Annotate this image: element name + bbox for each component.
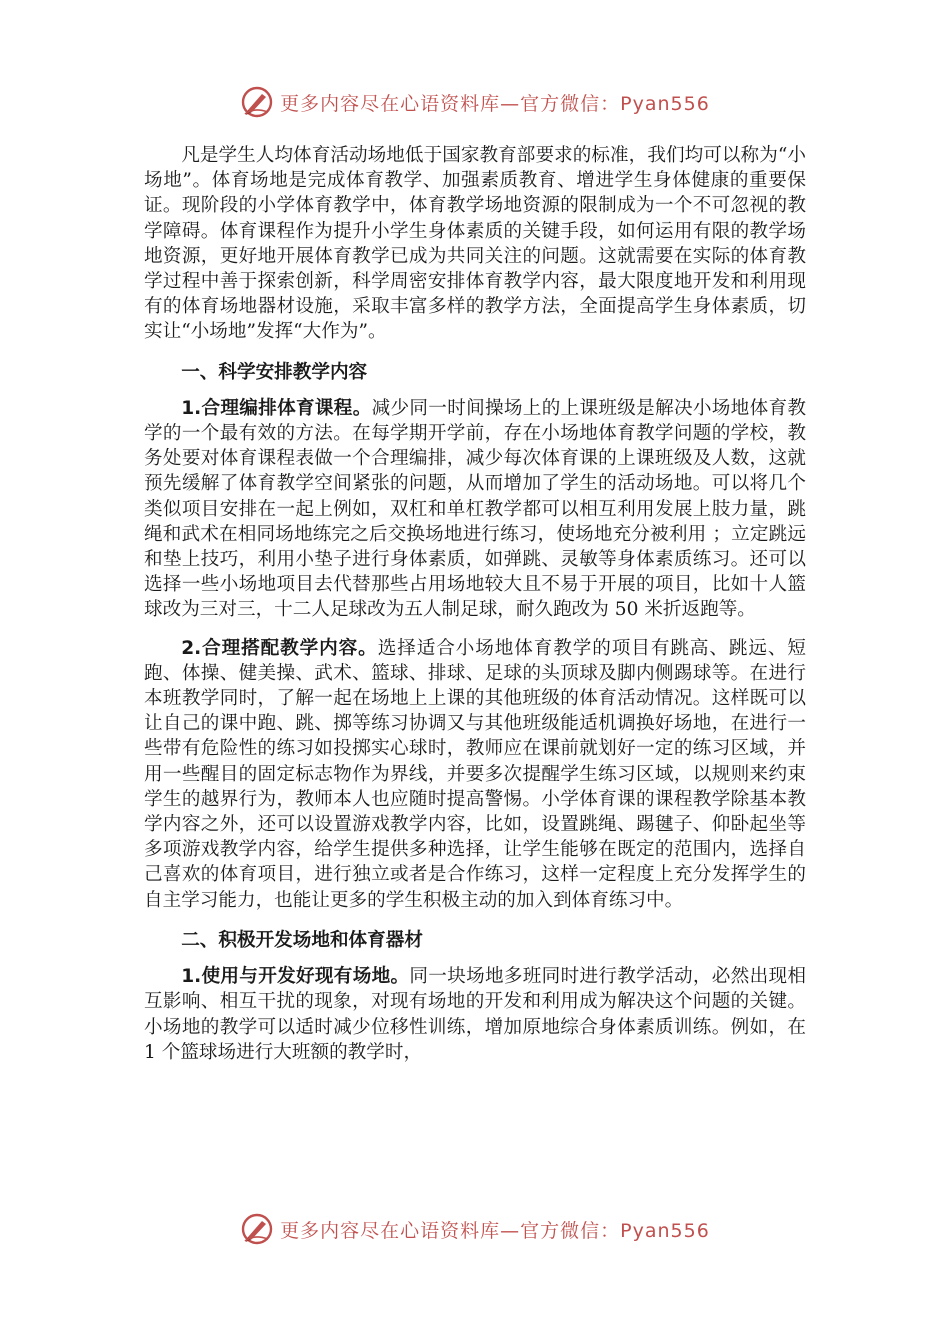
paragraph-2-1-body: 同一块场地多班同时进行教学活动，必然出现相互影响、相互干扰的现象，对现有场地的开发和利用成为解决这个问题的关键。小场地的教学可以适时减少位移性训练，增加原地综合身体素质训练。例如，在 1 个篮球场进行大班额的教学时，	[144, 966, 806, 1063]
paragraph-1-1-lead: 1.合理编排体育课程。	[181, 397, 372, 419]
paragraph-2-1	[144, 964, 806, 1065]
paragraph-1-2-body: 选择适合小场地体育教学的项目有跳高、跳远、短跑、体操、健美操、武术、篮球、排球、足球的头顶球及脚内侧踢球等。在进行本班教学同时，了解一起在场地上上课的其他班级的体育活动情况。这样既可以让自己的课中跑、跳、掷等练习协调又与其他班级能适机调换好场地，在进行一些带有危险性的练习如投掷实心球时，教师应在课前就划好一定的练习区域，并用一些醒目的固定标志物作为界线，并要多次提醒学生练习区域，以规则来约束学生的越界行为，教师本人也应随时提高警惕。小学体育课的课程教学除基本教学内容之外，还可以设置游戏教学内容，比如，设置跳绳、踢毽子、仰卧起坐等多项游戏教学内容，给学生提供多种选择，让学生能够在既定的范围内，选择自己喜欢的体育项目，进行独立或者是合作练习，这样一定程度上充分发挥学生的自主学习能力，也能让更多的学生积极主动的加入到体育练习中。	[144, 637, 806, 911]
header-banner	[0, 82, 950, 122]
section-heading-2: 二、积极开发场地和体育器材	[181, 929, 423, 951]
paragraph-1-1-body: 减少同一时间操场上的上课班级是解决小场地体育教学的一个最有效的方法。在每学期开学前，存在小场地体育教学问题的学校，教务处要对体育课程表做一个合理编排，减少每次体育课的上课班级及人数，这就预先缓解了体育教学空间紧张的问题，从而增加了学生的活动场地。可以将几个类似项目安排在一起上例如，双杠和单杠教学都可以相互利用发展上肢力量，跳绳和武术在相同场地练完之后交换场地进行练习，使场地充分被利用 ；立定跳远和垫上技巧，利用小垫子进行身体素质，如弹跳、灵敏等身体素质练习。还可以选择一些小场地项目去代替那些占用场地较大且不易于开展的项目，比如十人篮球改为三对三，十二人足球改为五人制足球，耐久跑改为 50 米折返跑等。	[144, 397, 806, 621]
paragraph-2-1-lead: 1.使用与开发好现有场地。	[181, 966, 410, 988]
paragraph-1-1	[144, 396, 806, 623]
section-heading-1: 一、科学安排教学内容	[181, 361, 368, 383]
paragraph-1-2	[144, 636, 806, 913]
footer-banner-text: 更多内容尽在心语资料库—官方微信：Pyan556	[280, 1219, 710, 1242]
header-banner-text: 更多内容尽在心语资料库—官方微信：Pyan556	[280, 92, 710, 115]
pen-logo-icon	[240, 1212, 274, 1246]
document-body	[144, 143, 806, 1065]
pen-logo-icon	[240, 85, 274, 119]
intro-paragraph: 凡是学生人均体育活动场地低于国家教育部要求的标准，我们均可以称为“小场地”。体育场地是完成体育教学、加强素质教育、增进学生身体健康的重要保证。现阶段的小学体育教学中，体育教学场地资源的限制成为一个不可忽视的教学障碍。体育课程作为提升小学生身体素质的关键手段，如何运用有限的教学场地资源，更好地开展体育教学已成为共同关注的问题。这就需要在实际的体育教学过程中善于探索创新，科学周密安排体育教学内容，最大限度地开发和利用现有的体育场地器材设施，采取丰富多样的教学方法，全面提高学生身体素质，切实让“小场地”发挥“大作为”。	[144, 145, 806, 343]
footer-banner	[0, 1209, 950, 1249]
paragraph-1-2-lead: 2.合理搭配教学内容。	[181, 637, 378, 659]
